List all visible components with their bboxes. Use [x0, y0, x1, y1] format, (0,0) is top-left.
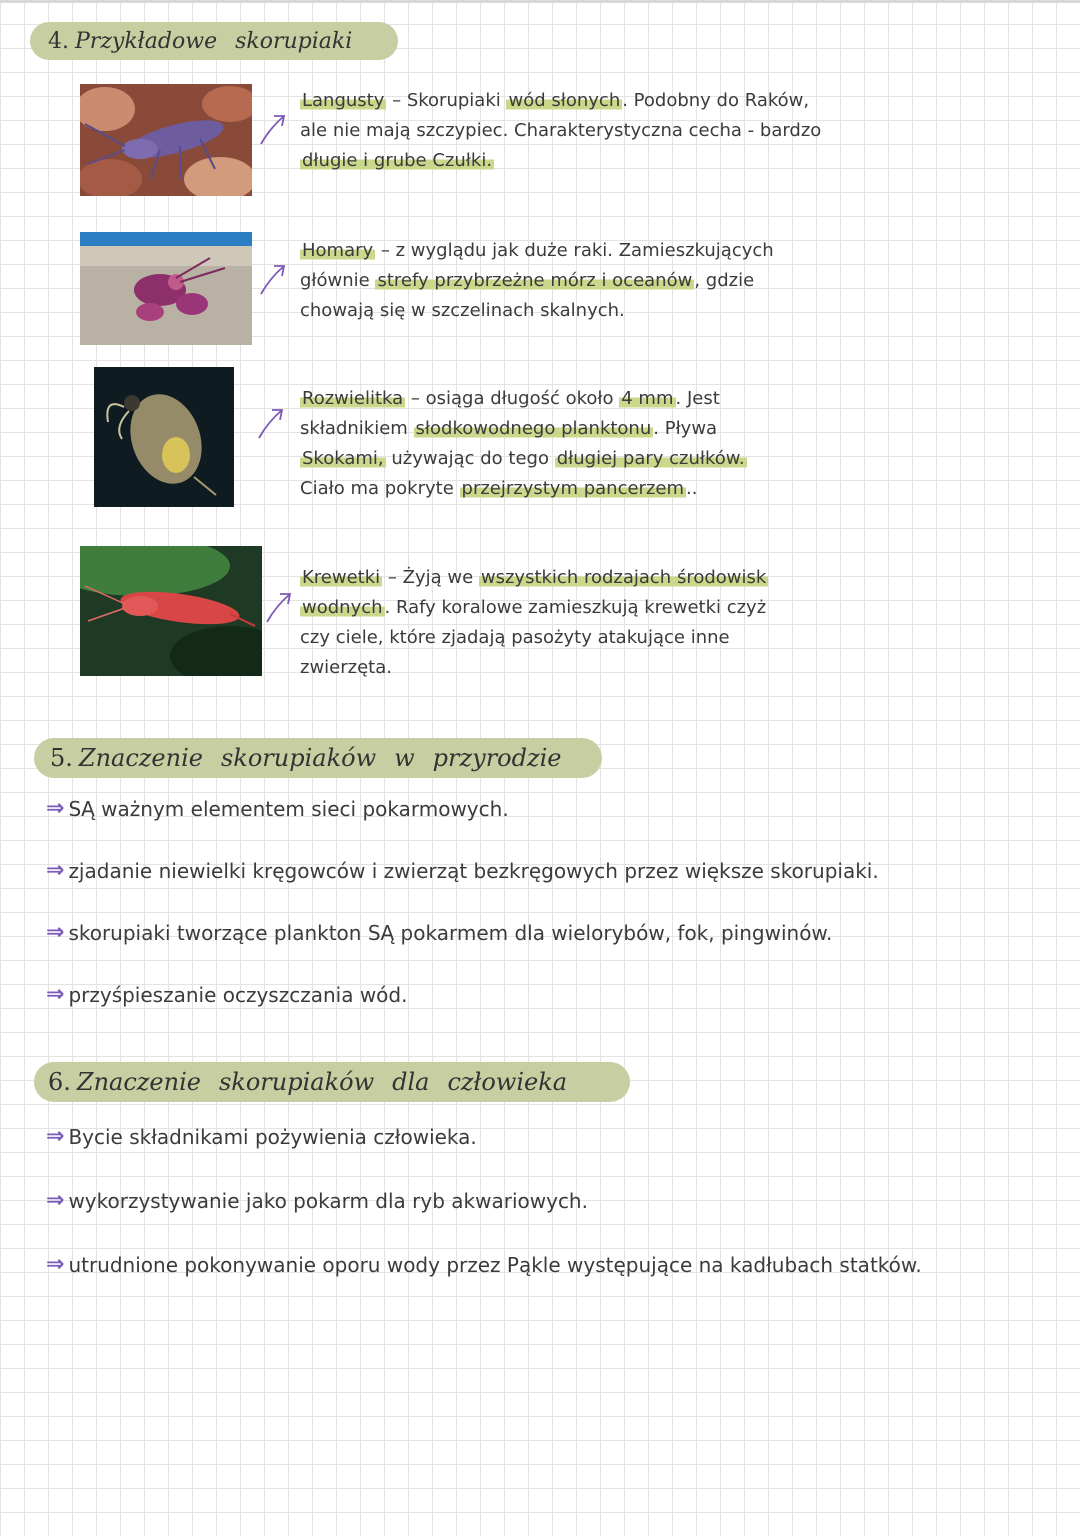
- spiny-lobster-description: [300, 86, 821, 176]
- section-5-title: [34, 738, 602, 778]
- highlighted-text: wodnych: [302, 597, 383, 618]
- water-flea-photo: [94, 367, 234, 507]
- text-run: ..: [686, 478, 698, 499]
- description-line: [300, 296, 774, 326]
- section-5-bullet: ⇒ zjadanie niewielki kręgowców i zwierząt bezkręgowych przez większe skorupiaki.: [46, 858, 879, 883]
- text-run: – osiąga długość około: [405, 388, 620, 409]
- text-run: Ciało ma pokryte: [300, 478, 460, 499]
- section-number: 6.: [48, 1068, 71, 1096]
- highlighted-text: strefy przybrzeżne mórz i oceanów: [377, 270, 693, 291]
- highlighted-text: Homary: [302, 240, 374, 261]
- text-run: – z wyglądu jak duże raki. Zamieszkujących: [375, 240, 774, 261]
- spiny-lobster-photo: [80, 84, 252, 196]
- text-run: , gdzie: [694, 270, 755, 291]
- description-line: [300, 266, 774, 296]
- water-flea-description: [300, 384, 747, 504]
- shrimp-description: [300, 563, 768, 683]
- section-5-bullet: ⇒ przyśpieszanie oczyszczania wód.: [46, 982, 408, 1007]
- section-6-bullet: ⇒ utrudnione pokonywanie oporu wody przez Pąkle występujące na kadłubach statków.: [46, 1252, 922, 1277]
- implication-arrow-icon: ⇒: [46, 1188, 65, 1213]
- text-run: – Skorupiaki: [386, 90, 507, 111]
- implication-arrow-icon: ⇒: [46, 982, 65, 1007]
- highlighted-text: Rozwielitka: [302, 388, 404, 409]
- section-title-word: w: [394, 744, 415, 772]
- description-line: [300, 384, 747, 414]
- section-title-word: przyrodzie: [432, 744, 562, 772]
- implication-arrow-icon: ⇒: [46, 796, 65, 821]
- section-5-bullet: ⇒ skorupiaki tworzące plankton SĄ pokarmem dla wielorybów, fok, pingwinów.: [46, 920, 833, 945]
- section-4-title: [30, 22, 398, 60]
- highlighted-text: wód słonych: [508, 90, 621, 111]
- section-title-word: człowieka: [447, 1068, 568, 1096]
- description-line: [300, 414, 747, 444]
- arrow-up-right-icon: [258, 262, 288, 296]
- section-6-title: [34, 1062, 630, 1102]
- text-run: czy ciele, które zjadają pasożyty atakujące inne: [300, 627, 730, 648]
- highlighted-text: długiej pary czułków.: [556, 448, 745, 469]
- section-title-word: Znaczenie: [78, 744, 203, 772]
- arrow-up-right-icon: [264, 590, 294, 624]
- description-line: [300, 563, 768, 593]
- text-run: ale nie mają szczypiec. Charakterystyczna cecha - bardzo: [300, 120, 822, 141]
- section-6-bullet: ⇒ Bycie składnikami pożywienia człowieka.: [46, 1124, 477, 1149]
- implication-arrow-icon: ⇒: [46, 1124, 65, 1149]
- section-title-word: Przykładowe: [75, 28, 218, 54]
- text-run: używając do tego: [385, 448, 555, 469]
- description-line: [300, 474, 747, 504]
- highlighted-text: Langusty: [302, 90, 385, 111]
- arrow-up-right-icon: [258, 112, 288, 146]
- section-title-word: Znaczenie: [76, 1068, 201, 1096]
- description-line: [300, 444, 747, 474]
- section-title-word: skorupiaki: [235, 28, 353, 54]
- section-title-word: dla: [392, 1068, 430, 1096]
- text-run: . Jest: [675, 388, 720, 409]
- lobster-description: [300, 236, 774, 326]
- text-run: . Rafy koralowe zamieszkują krewetki czyż: [384, 597, 767, 618]
- text-run: głównie: [300, 270, 376, 291]
- highlighted-text: przejrzystym pancerzem: [461, 478, 685, 499]
- shrimp-photo: [80, 546, 262, 676]
- description-line: [300, 86, 821, 116]
- section-number: 4.: [48, 28, 69, 54]
- highlighted-text: Skokami,: [302, 448, 384, 469]
- text-run: zwierzęta.: [300, 657, 392, 678]
- description-line: [300, 116, 821, 146]
- section-title-word: skorupiaków: [218, 1068, 375, 1096]
- text-run: składnikiem: [300, 418, 414, 439]
- description-line: [300, 593, 768, 623]
- section-title-word: skorupiaków: [220, 744, 377, 772]
- highlighted-text: długie i grube Czułki.: [302, 150, 493, 171]
- page-top-edge: [0, 0, 1080, 3]
- highlighted-text: słodkowodnego planktonu: [415, 418, 652, 439]
- description-line: [300, 146, 821, 176]
- implication-arrow-icon: ⇒: [46, 858, 65, 883]
- text-run: . Podobny do Raków,: [622, 90, 810, 111]
- text-run: – Żyją we: [382, 567, 479, 588]
- highlighted-text: wszystkich rodzajach środowisk: [480, 567, 767, 588]
- description-line: [300, 623, 768, 653]
- section-6-bullet: ⇒ wykorzystywanie jako pokarm dla ryb akwariowych.: [46, 1188, 588, 1213]
- section-number: 5.: [50, 744, 73, 772]
- lobster-photo: [80, 232, 252, 345]
- implication-arrow-icon: ⇒: [46, 920, 65, 945]
- description-line: [300, 236, 774, 266]
- text-run: chowają się w szczelinach skalnych.: [300, 300, 625, 321]
- section-5-bullet: ⇒ SĄ ważnym elementem sieci pokarmowych.: [46, 796, 509, 821]
- text-run: . Pływa: [653, 418, 718, 439]
- arrow-up-right-icon: [256, 406, 286, 440]
- highlighted-text: 4 mm: [621, 388, 674, 409]
- highlighted-text: Krewetki: [302, 567, 381, 588]
- implication-arrow-icon: ⇒: [46, 1252, 65, 1277]
- description-line: [300, 653, 768, 683]
